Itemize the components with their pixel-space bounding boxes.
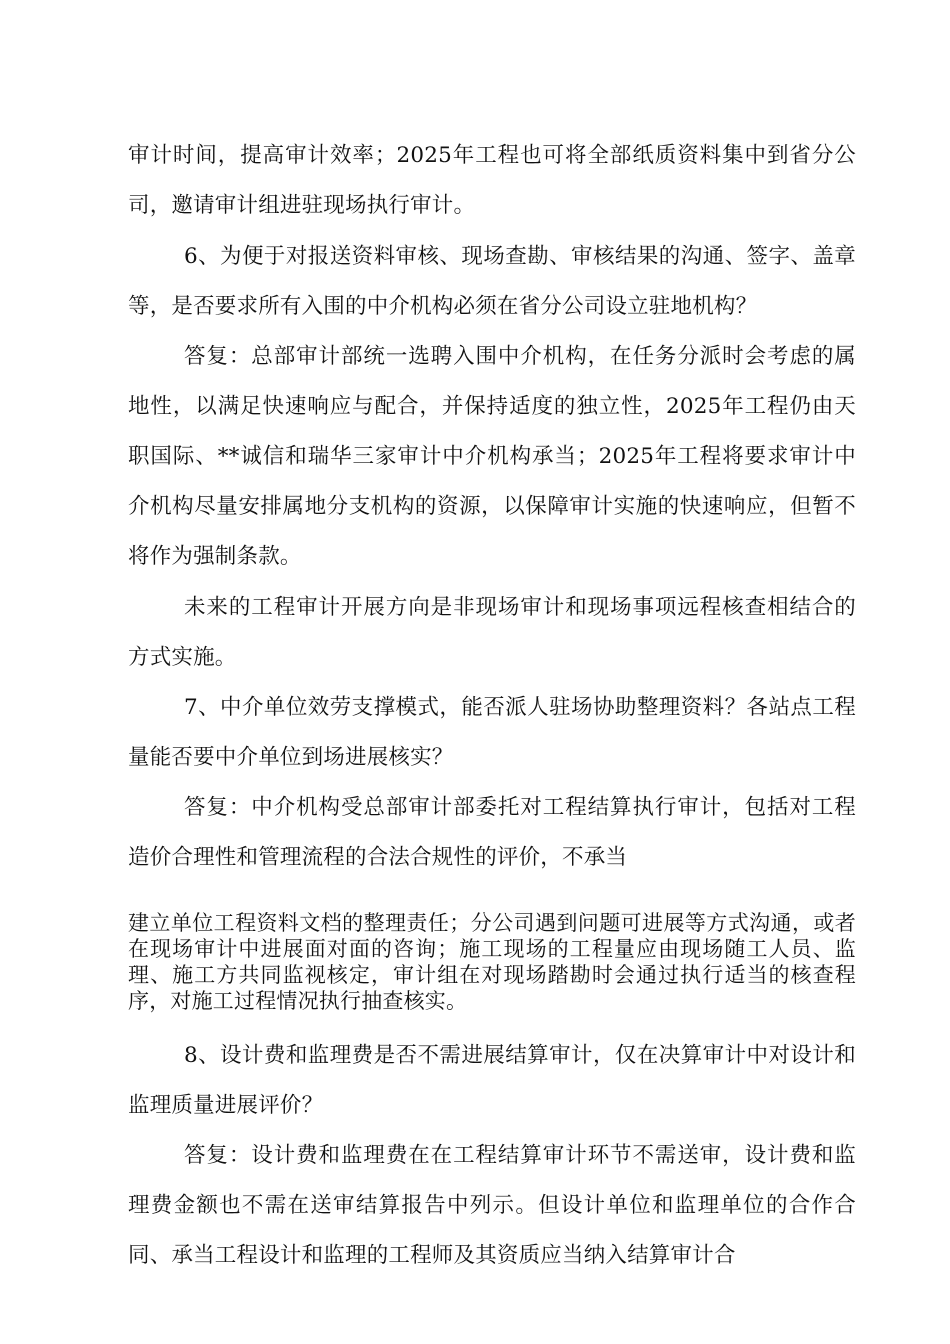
answer-6: 答复：总部审计部统一选聘入围中介机构，在任务分派时会考虑的属地性，以满足快速响应与配合，并保持适度的独立性，2025年工程仍由天职国际、**诚信和瑞华三家审计中介机构承当；2025年工程将要求审计中介机构尽量安排属地分支机构的资源，以保障审计实施的快速响应，但暂不将作为强制条款。 [128,344,856,569]
question-7: 7、中介单位效劳支撑模式，能否派人驻场协助整理资料？各站点工程量能否要中介单位到场进展核实？ [128,695,856,770]
question-8: 8、设计费和监理费是否不需进展结算审计，仅在决算审计中对设计和监理质量进展评价？ [128,1043,856,1118]
paragraph-future-direction: 未来的工程审计开展方向是非现场审计和现场事项远程核查相结合的方式实施。 [128,595,856,670]
answer-8: 答复：设计费和监理费在在工程结算审计环节不需送审，设计费和监理费金额也不需在送审结算报告中列示。但设计单位和监理单位的合作合同、承当工程设计和监理的工程师及其资质应当纳入结算审计合 [128,1143,856,1268]
answer-7: 答复：中介机构受总部审计部委托对工程结算执行审计，包括对工程造价合理性和管理流程的合法合规性的评价，不承当 [128,795,856,870]
paragraph-audit-time: 审计时间，提高审计效率；2025年工程也可将全部纸质资料集中到省分公司，邀请审计组进驻现场执行审计。 [128,143,856,218]
answer-7-continued: 建立单位工程资料文档的整理责任；分公司遇到问题可进展等方式沟通，或者在现场审计中进展面对面的咨询；施工现场的工程量应由现场随工人员、监理、施工方共同监视核定，审计组在对现场踏勘时会通过执行适当的核查程序，对施工过程情况执行抽查核实。 [128,911,856,1013]
question-6: 6、为便于对报送资料审核、现场查勘、审核结果的沟通、签字、盖章等，是否要求所有入围的中介机构必须在省分公司设立驻地机构？ [128,244,856,319]
